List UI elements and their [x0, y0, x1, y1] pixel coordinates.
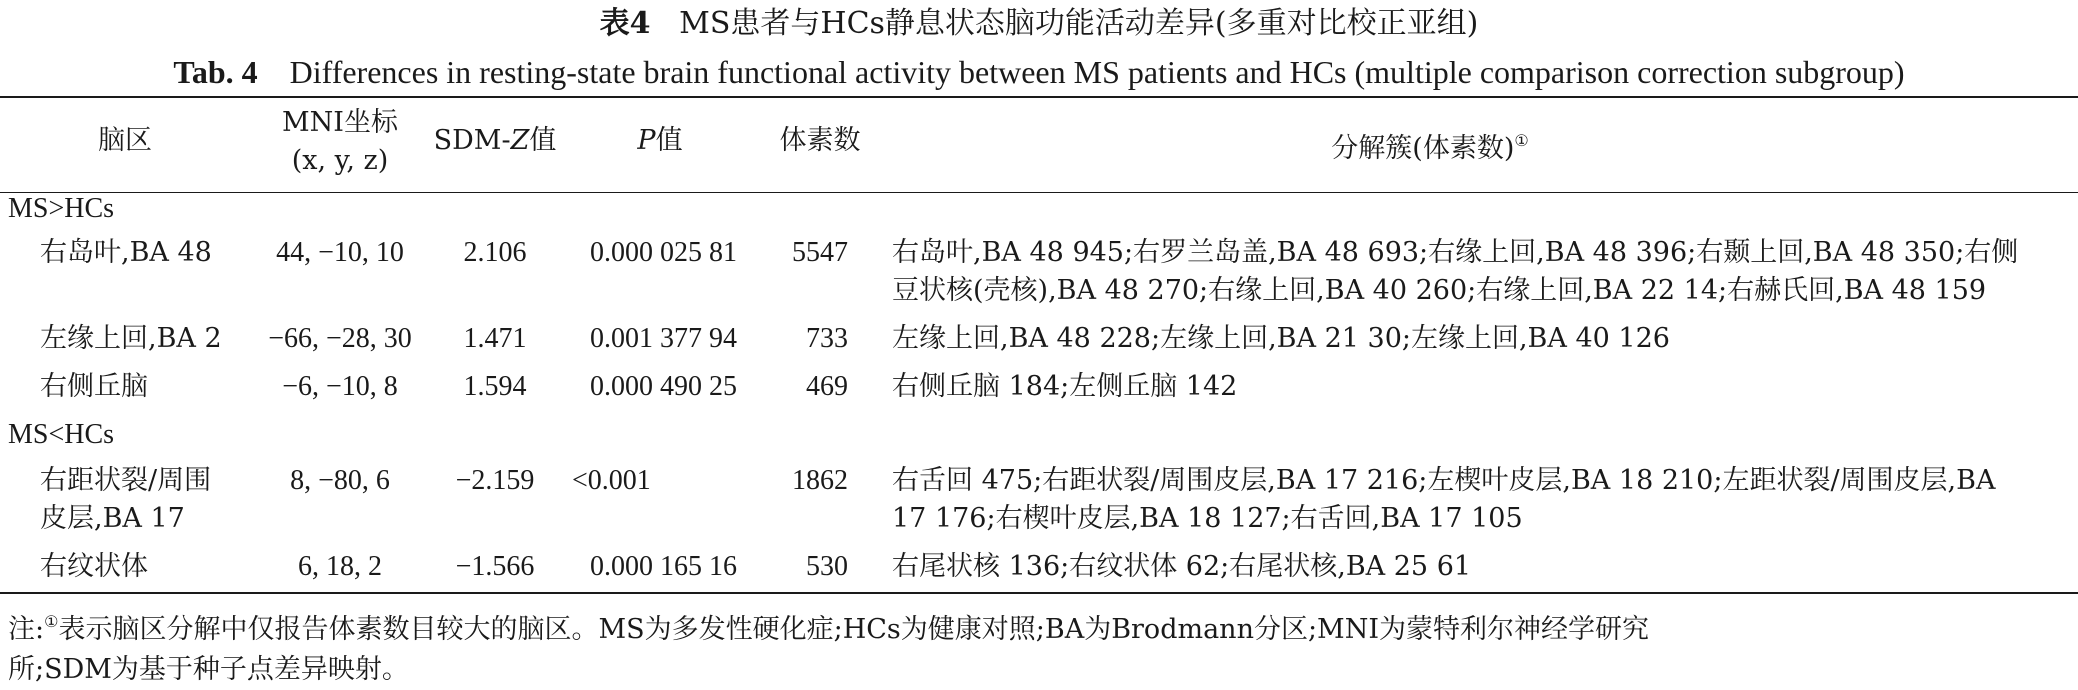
header-clusters: 分解簇(体素数)① [1331, 131, 1529, 164]
group-label: MS<HCs [8, 419, 115, 450]
note-sup: ① [44, 612, 59, 631]
mni-cell: 6, 18, 2 [298, 551, 382, 582]
bottom-rule [0, 592, 2078, 594]
clusters-cell: 17 176;右楔叶皮层,BA 18 127;右舌回,BA 17 105 [892, 503, 1523, 534]
voxels-cell: 530 [806, 551, 848, 582]
p-cell: 0.000 490 25 [590, 371, 737, 402]
sdm-z-cell: −1.566 [455, 551, 535, 582]
note-line2: 所;SDM为基于种子点差异映射。 [8, 654, 409, 685]
sdm-z-cell: −2.159 [455, 465, 535, 496]
voxels-cell: 5547 [792, 237, 848, 268]
voxels-cell: 1862 [792, 465, 848, 496]
p-cell: <0.001 [572, 465, 651, 496]
header-region: 脑区 [98, 125, 152, 156]
sdm-z-cell: 1.471 [463, 323, 527, 354]
region-cell: 右距状裂/周围 [40, 465, 212, 496]
voxels-cell: 469 [806, 371, 848, 402]
mni-cell: 44, −10, 10 [276, 237, 404, 268]
header-mni-line1: MNI坐标 [282, 107, 398, 138]
p-cell: 0.001 377 94 [590, 323, 737, 354]
header-voxels: 体素数 [779, 125, 861, 156]
clusters-cell: 右岛叶,BA 48 945;右罗兰岛盖,BA 48 693;右缘上回,BA 48 396;右颞上回,BA 48 350;右侧 [892, 237, 2019, 268]
top-rule [0, 96, 2078, 98]
sdm-z-cell: 2.106 [463, 237, 527, 268]
sdm-z-cell: 1.594 [463, 371, 527, 402]
voxels-cell: 733 [806, 323, 848, 354]
mni-cell: −66, −28, 30 [268, 323, 412, 354]
header-mni-line2: (x, y, z) [291, 145, 389, 176]
table-number-cn: 表4 [599, 6, 651, 41]
note-line1: 表示脑区分解中仅报告体素数目较大的脑区。MS为多发性硬化症;HCs为健康对照;BA为Brodmann分区;MNI为蒙特利尔神经学研究 [58, 614, 1649, 645]
table-title-en [0, 50, 2078, 94]
clusters-cell: 右舌回 475;右距状裂/周围皮层,BA 17 216;左楔叶皮层,BA 18 210;左距状裂/周围皮层,BA [892, 465, 1996, 496]
table-title-cn [0, 2, 2078, 46]
clusters-cell: 豆状核(壳核),BA 48 270;右缘上回,BA 40 260;右缘上回,BA 22 14;右赫氏回,BA 48 159 [892, 275, 1987, 306]
mni-cell: 8, −80, 6 [290, 465, 390, 496]
header-rule [0, 192, 2078, 193]
group-label: MS>HCs [8, 193, 115, 224]
table-caption-en: Differences in resting-state brain functional activity between MS patients and HCs (multiple comparison correction subgroup) [289, 54, 1905, 90]
mni-cell: −6, −10, 8 [282, 371, 398, 402]
table-number-en: Tab. 4 [173, 54, 258, 90]
region-cell: 右纹状体 [40, 551, 148, 582]
note-prefix: 注: [8, 614, 45, 645]
region-cell: 右侧丘脑 [40, 371, 148, 402]
p-cell: 0.000 025 81 [590, 237, 737, 268]
region-cell: 左缘上回,BA 2 [40, 323, 222, 354]
p-cell: 0.000 165 16 [590, 551, 737, 582]
region-cell: 右岛叶,BA 48 [40, 237, 212, 268]
table-note [8, 602, 2074, 690]
header-sdm-z: SDM-Z值 [433, 125, 557, 156]
region-cell: 皮层,BA 17 [40, 503, 185, 534]
clusters-cell: 右尾状核 136;右纹状体 62;右尾状核,BA 25 61 [892, 551, 1472, 582]
clusters-cell: 左缘上回,BA 48 228;左缘上回,BA 21 30;左缘上回,BA 40 126 [892, 323, 1670, 354]
clusters-cell: 右侧丘脑 184;左侧丘脑 142 [892, 371, 1238, 402]
header-p: P值 [637, 125, 683, 156]
table-caption-cn: MS患者与HCs静息状态脑功能活动差异(多重对比校正亚组) [679, 6, 1479, 41]
